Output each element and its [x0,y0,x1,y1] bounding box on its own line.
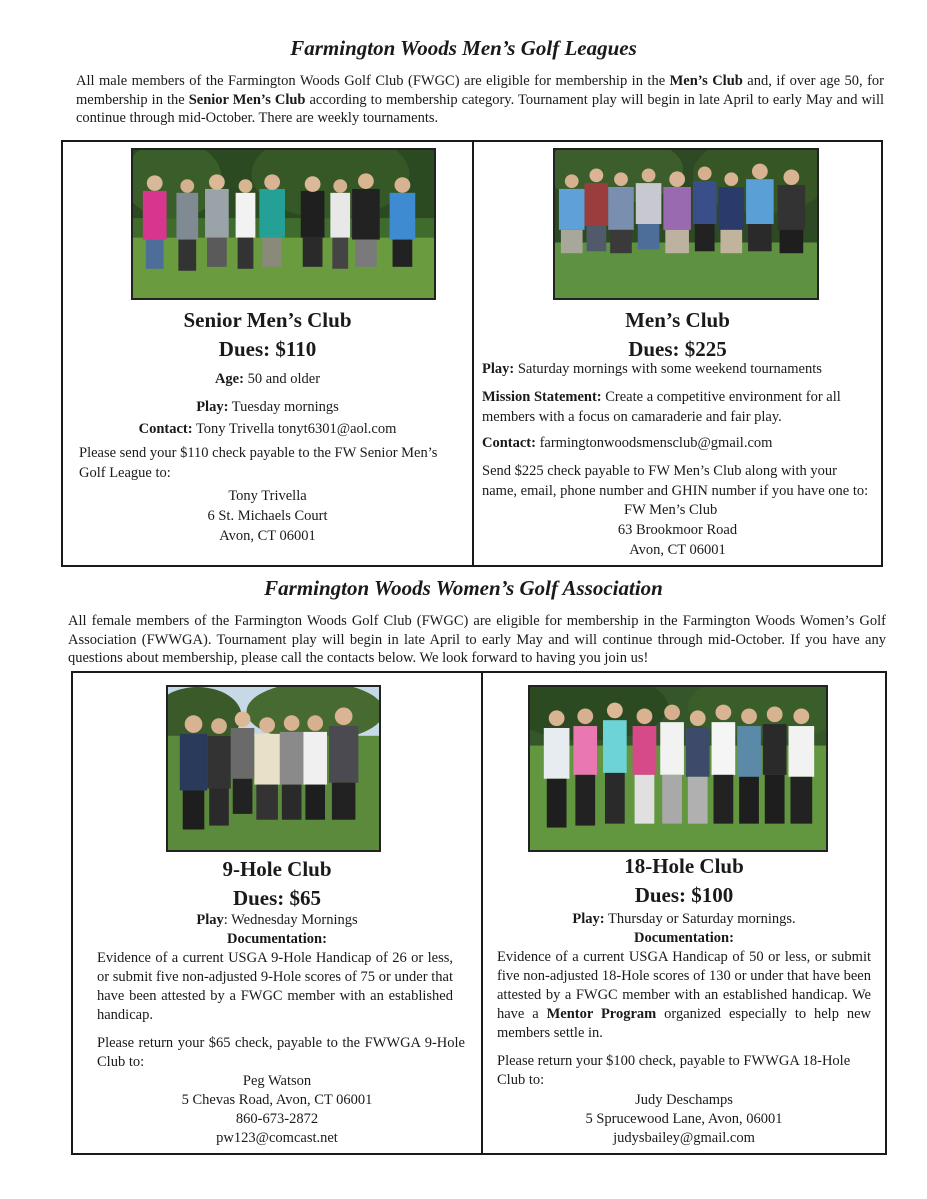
womens-clubs-box [71,671,887,1155]
mens-address-name: FW Men’s Club [624,502,718,518]
senior-play-value: Tuesday mornings [228,399,339,415]
mens-intro-part2: and, if over age 50, for membership in the [76,73,884,108]
nine-hole-play-label: Play [196,912,224,928]
eighteen-hole-return-instructions: Please return your $100 check, payable to FWWGA 18-Hole Club to: [497,1053,851,1088]
nine-hole-play-value: : Wednesday Mornings [223,912,358,928]
womens-intro: All female members of the Farmington Woods Golf Club (FWGC) are eligible for membership in the Farmington Woods Women’s Golf Association (FWWGA). Tournament play will begin in late April to early May and will continue through mid-October. If you have any questions about membership, please call the contacts below. We look forward to having you join us! [68,613,886,666]
eighteen-hole-club-name: 18-Hole Club [624,854,744,878]
mens-intro [76,72,884,128]
mens-contact-label: Contact: [482,435,536,451]
nine-hole-contact-street: 5 Chevas Road, Avon, CT 06001 [181,1092,373,1108]
eighteen-hole-play-label: Play: [572,911,605,927]
mens-intro-part1: All male members of the Farmington Woods Golf Club (FWGC) are eligible for membership in the [76,73,670,89]
eighteen-hole-contact-street: 5 Sprucewood Lane, Avon, 06001 [585,1111,783,1127]
mens-club-group-photo [553,148,819,300]
eighteen-hole-contact-name: Judy Deschamps [635,1092,733,1108]
mens-intro-part3: according to membership category. Tournament play will begin in late April to early May and will continue through mid-October. There are weekly tournaments. [76,91,885,126]
mens-mission-label: Mission Statement: [482,389,602,405]
eighteen-hole-contact-email: judysbailey@gmail.com [613,1130,755,1146]
eighteen-hole-documentation-label: Documentation: [634,930,734,946]
senior-club-dues: Dues: $110 [218,337,317,361]
nine-hole-documentation-text: Evidence of a current USGA 9-Hole Handicap of 26 or less, or submit five non-adjusted 9-Hole scores of 75 or under that have been attested by a FWGC member with an established handicap. [97,950,453,1023]
nine-hole-group-photo [166,685,381,852]
senior-mens-group-photo [131,148,436,300]
senior-address-name: Tony Trivella [228,488,307,504]
nine-hole-contact-email: pw123@comcast.net [216,1130,338,1146]
mens-club-panel [474,142,881,565]
nine-hole-documentation-label: Documentation: [227,931,327,947]
eighteen-hole-group-photo [528,685,828,852]
senior-address-street: 6 St. Michaels Court [207,508,328,524]
mens-address-street: 63 Brookmoor Road [617,522,738,538]
senior-send-instructions: Please send your $110 check payable to the FW Senior Men’s Golf League to: [79,445,438,481]
nine-hole-return-instructions: Please return your $65 check, payable to the FWWGA 9-Hole Club to: [97,1035,465,1070]
mens-mission-line [482,387,876,427]
senior-address-city: Avon, CT 06001 [219,528,316,544]
eighteen-hole-doc-text-2: organized especially to help new members settle in. [497,1006,872,1041]
mens-send-instructions: Send $225 check payable to FW Men’s Club along with your name, email, phone number and GHIN number if you have one to: [482,463,869,499]
nine-hole-club-name: 9-Hole Club [222,857,332,881]
nine-hole-contact-phone: 860-673-2872 [235,1111,319,1127]
eighteen-hole-club-dues: Dues: $100 [634,883,734,907]
mens-clubs-box [61,140,883,567]
mens-intro-club1: Men’s Club [669,73,743,89]
senior-club-name: Senior Men’s Club [183,308,352,332]
mens-club-dues: Dues: $225 [628,337,727,361]
senior-age-label: Age: [214,371,244,387]
mens-play-value: Saturday mornings with some weekend tournaments [514,361,822,377]
mens-mission-value: Create a competitive environment for all members with a focus on camaraderie and fair play. [482,389,841,425]
nine-hole-play-line [73,911,481,930]
senior-age-line [63,370,472,389]
senior-contact-line [63,420,472,439]
mens-intro-club2: Senior Men’s Club [188,91,306,108]
senior-age-value: 50 and older [243,371,321,387]
senior-mens-club-panel [63,142,472,565]
eighteen-hole-doc-text-1: Evidence of a current USGA Handicap of 50 or less, or submit five non-adjusted 18-Hole scores of 130 or under that have been attested by a FWGC member with an established handicap. We have a [497,949,871,1022]
senior-play-line [63,398,472,417]
senior-contact-value: Tony Trivella tonyt6301@aol.com [192,421,397,437]
womens-association-title: Farmington Woods Women’s Golf Association [264,576,663,600]
nine-hole-contact-name: Peg Watson [242,1073,312,1089]
mens-club-name: Men’s Club [625,308,730,332]
mens-leagues-title: Farmington Woods Men’s Golf Leagues [290,36,637,60]
mens-contact-line [482,434,878,453]
senior-play-label: Play: [196,399,229,415]
eighteen-hole-play-value: Thursday or Saturday mornings. [604,911,796,927]
eighteen-hole-documentation-text [497,948,871,1043]
mens-address-city: Avon, CT 06001 [629,542,726,558]
mens-play-line [482,360,878,379]
nine-hole-club-panel [73,673,481,1153]
eighteen-hole-club-panel [483,673,885,1153]
nine-hole-club-dues: Dues: $65 [232,886,322,910]
eighteen-hole-mentor-program: Mentor Program [546,1006,657,1022]
eighteen-hole-play-line [483,910,885,929]
mens-play-label: Play: [482,361,515,377]
senior-contact-label: Contact: [138,421,193,437]
mens-contact-value: farmingtonwoodsmensclub@gmail.com [535,435,773,451]
